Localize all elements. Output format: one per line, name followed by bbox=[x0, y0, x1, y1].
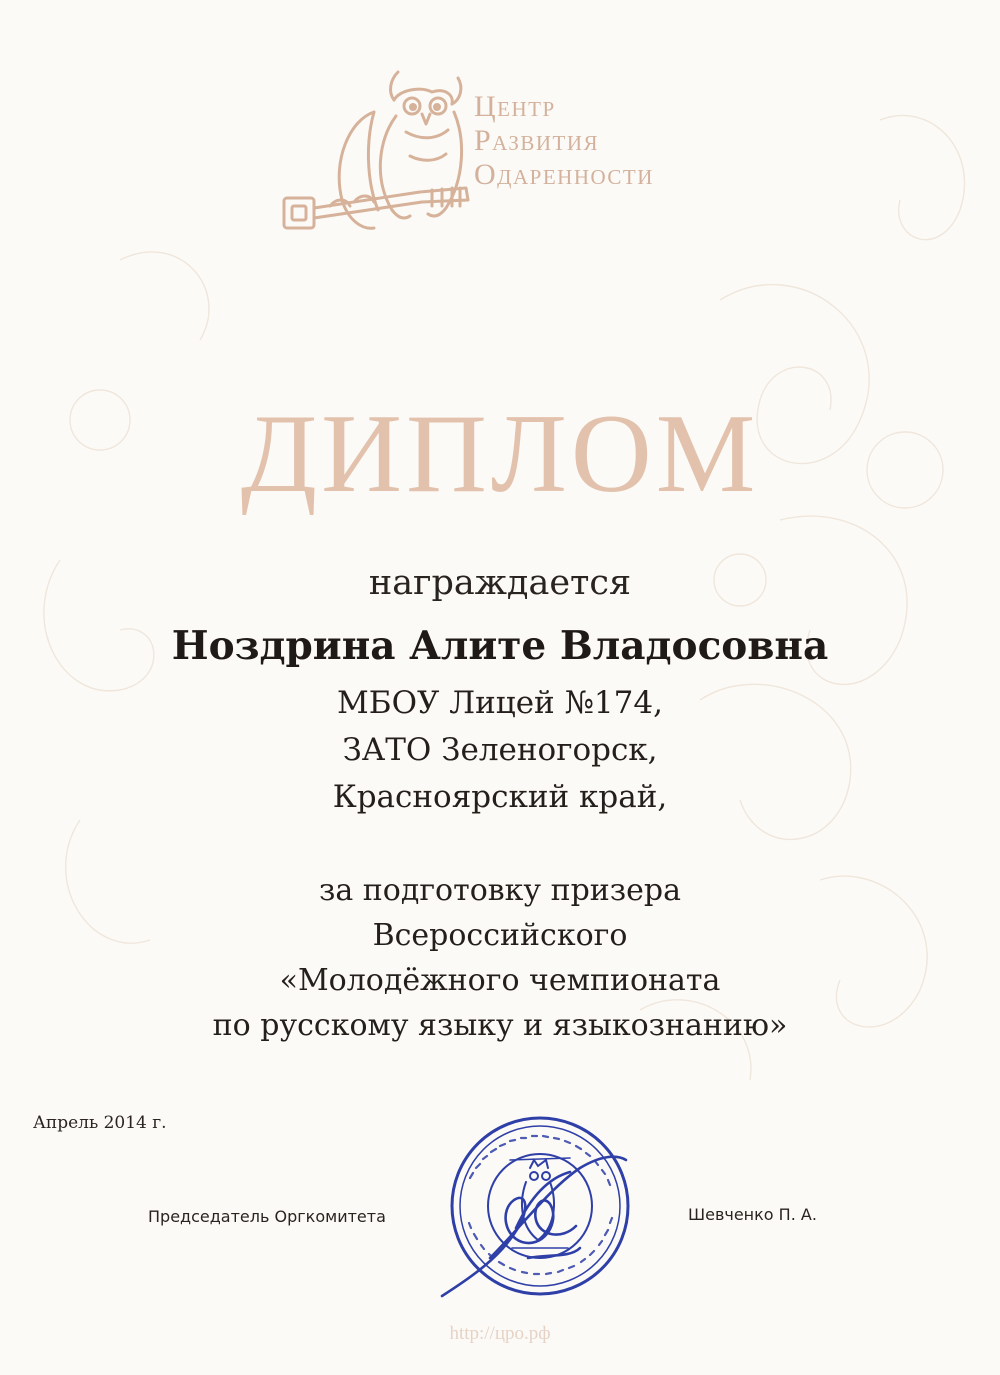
website-url: http://цро.рф bbox=[449, 1323, 551, 1344]
organization-line-1: МБОУ Лицей №174, bbox=[337, 685, 663, 721]
owl-key-logo-icon bbox=[270, 60, 480, 260]
logo-text bbox=[474, 90, 734, 192]
awarded-text: награждается bbox=[368, 563, 632, 603]
official-stamp-icon bbox=[430, 1108, 640, 1318]
organization-line-2: ЗАТО Зеленогорск, bbox=[342, 732, 658, 768]
reason-line-4: по русскому языку и языкознанию» bbox=[212, 1008, 788, 1043]
organization-line-3: Красноярский край, bbox=[332, 779, 668, 815]
reason-line-3: «Молодёжного чемпионата bbox=[279, 963, 721, 998]
logo-line-1: Центр bbox=[474, 90, 556, 123]
logo-line-3: Одаренности bbox=[474, 158, 654, 191]
chairman-label: Председатель Оргкомитета bbox=[148, 1207, 386, 1226]
recipient-name: Ноздрина Алите Владосовна bbox=[171, 623, 829, 669]
logo bbox=[270, 60, 720, 260]
issue-date: Апрель 2014 г. bbox=[33, 1113, 167, 1133]
diploma-title: ДИПЛОМ bbox=[240, 392, 760, 516]
reason-line-2: Всероссийского bbox=[372, 918, 628, 953]
logo-line-2: Развития bbox=[474, 124, 600, 157]
reason-line-1: за подготовку призера bbox=[319, 873, 681, 908]
chairman-name: Шевченко П. А. bbox=[688, 1205, 817, 1224]
